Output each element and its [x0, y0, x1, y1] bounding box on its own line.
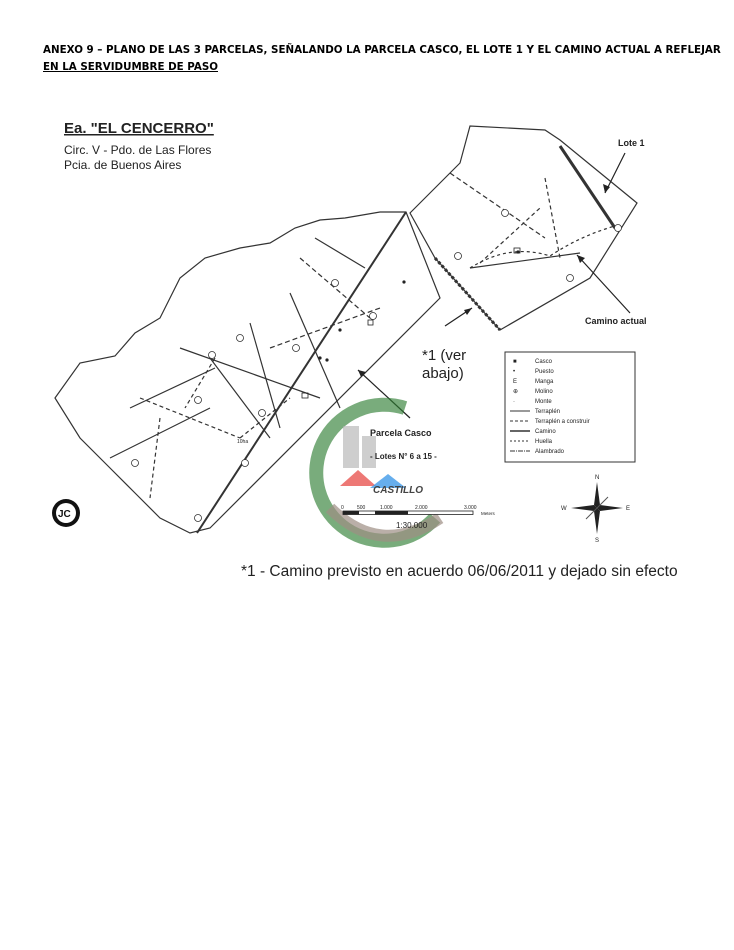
parcel-marker [209, 352, 216, 359]
parcel-marker [195, 515, 202, 522]
compass-east: E [626, 506, 631, 512]
legend-label: Alambrado [535, 449, 565, 455]
parcel-marker [242, 460, 249, 467]
legend-label: Terraplén a construir [535, 419, 590, 425]
heading-line-2: EN LA SERVIDUMBRE DE PASO [43, 61, 218, 73]
watermark-text: CASTILLO [373, 485, 423, 496]
scale-tick: 0 [341, 505, 344, 511]
parcel-marker [259, 410, 266, 417]
parcel-marker [615, 225, 622, 232]
camino-actual-label: Camino actual [585, 316, 647, 326]
map-title: Ea. "EL CENCERRO" [64, 120, 214, 137]
small-area-label: 10ha [237, 439, 249, 445]
parcela-casco-label: Parcela Casco [370, 428, 432, 438]
parcel-marker [455, 253, 462, 260]
lote-1-parcel [410, 126, 637, 330]
lotes-label: - Lotes N° 6 a 15 - [370, 452, 437, 461]
scale-tick: 500 [357, 505, 366, 511]
heading-line-1: ANEXO 9 – PLANO DE LAS 3 PARCELAS, SEÑALANDO LA PARCELA CASCO, EL LOTE 1 Y EL CAMINO ACTUAL A REFLEJAR [43, 44, 721, 56]
legend-label: Camino [535, 429, 556, 435]
compass-north: N [595, 475, 600, 481]
legend-label: Puesto [535, 369, 554, 375]
legend-label: Huella [535, 439, 553, 445]
ver-abajo-arrowhead [464, 308, 472, 315]
annex-heading [43, 42, 721, 76]
legend-label: Molino [535, 389, 553, 395]
parcel-marker [195, 397, 202, 404]
ver-abajo-line-2: abajo) [422, 365, 464, 382]
parcel-marker [370, 313, 377, 320]
parcel-marker [293, 345, 300, 352]
legend-label: Manga [535, 379, 554, 385]
map-subtitle-1: Circ. V - Pdo. de Las Flores [64, 143, 212, 157]
parcel-marker [567, 275, 574, 282]
legend-symbol: ⊕ [513, 389, 519, 395]
legend-symbol: E [513, 379, 518, 385]
lote-1-label: Lote 1 [618, 138, 645, 148]
legend-label: Monte [535, 399, 552, 405]
jc-logo [52, 499, 80, 527]
compass-south: S [595, 538, 600, 544]
parcel-marker [332, 280, 339, 287]
legend-symbol: • [513, 369, 516, 375]
scale-unit: Meters [481, 511, 495, 516]
jc-logo-text: JC [58, 509, 71, 520]
camino-actual-arrow [577, 255, 630, 313]
parcel-marker [502, 210, 509, 217]
map-legend [505, 352, 635, 462]
parcel-map [40, 108, 700, 556]
parcel-marker [132, 460, 139, 467]
legend-label: Casco [535, 359, 553, 365]
parcel-marker [237, 335, 244, 342]
scale-tick: 2.000 [415, 505, 428, 511]
footnote: *1 - Camino previsto en acuerdo 06/06/2011 y dejado sin efecto [241, 563, 678, 580]
compass-west: W [561, 506, 567, 512]
scale-ratio: 1:30.000 [396, 521, 428, 530]
legend-symbol: · [513, 399, 515, 405]
ver-abajo-line-1: *1 (ver [422, 347, 467, 364]
map-subtitle-2: Pcia. de Buenos Aires [64, 158, 182, 172]
legend-symbol: ■ [513, 359, 517, 365]
scale-tick: 3.000 [464, 505, 477, 511]
compass-rose [561, 475, 630, 544]
scale-tick: 1.000 [380, 505, 393, 511]
legend-label: Terraplén [535, 409, 561, 415]
